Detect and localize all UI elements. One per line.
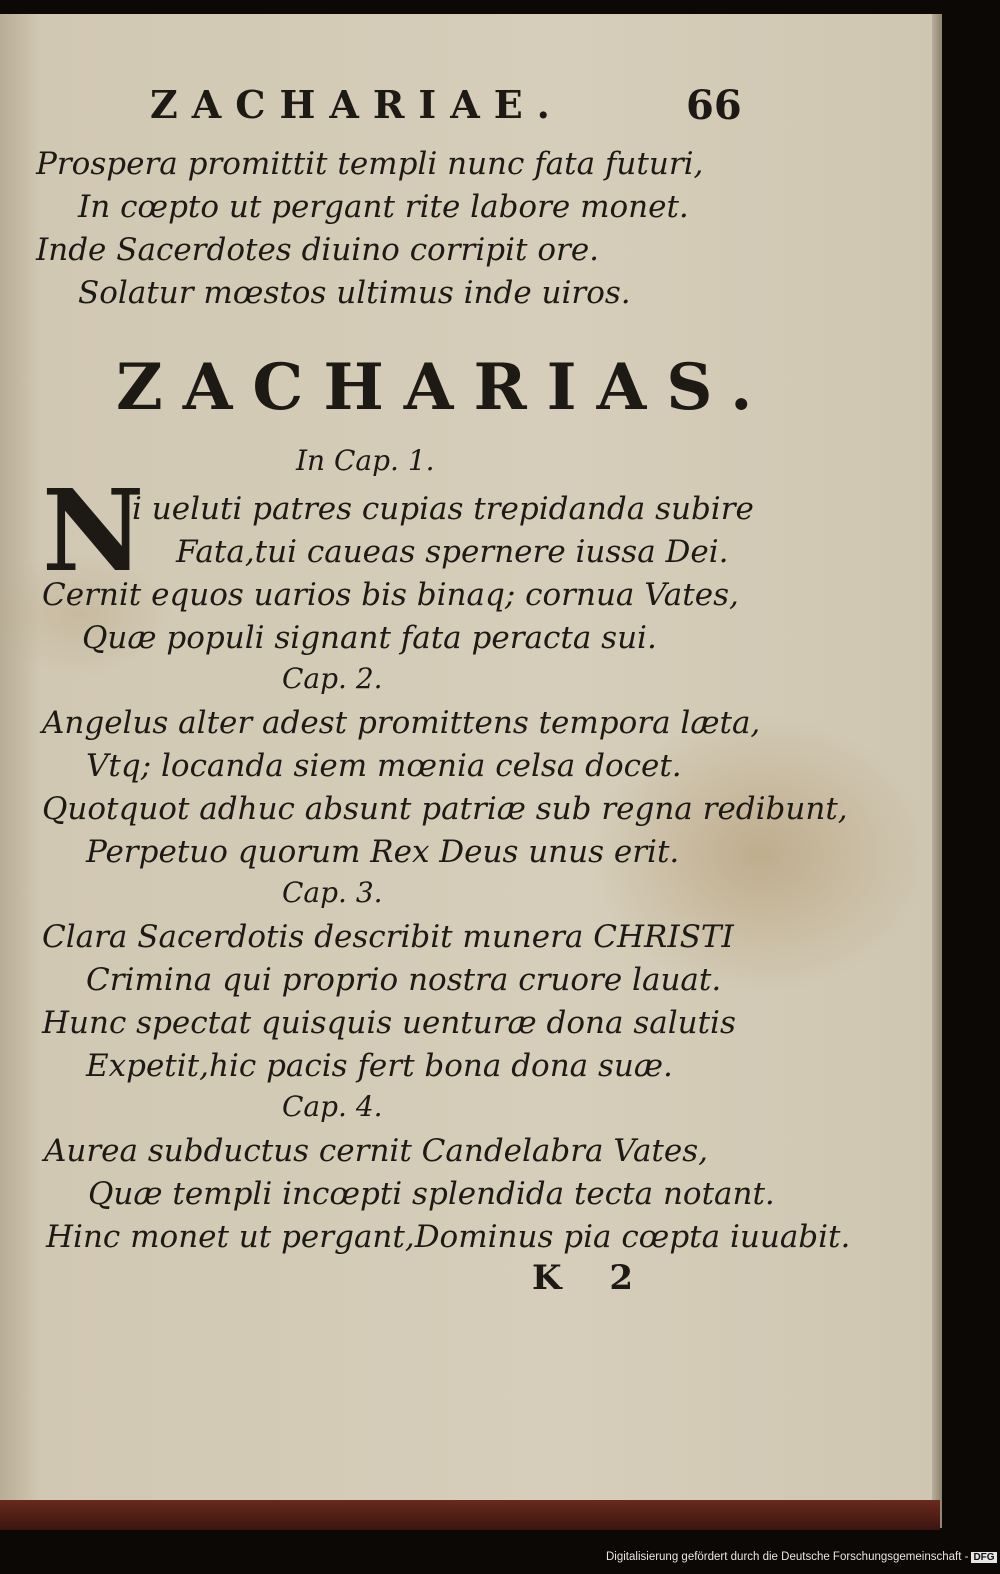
footer-text: Digitalisierung gefördert durch die Deutsche Forschungsgemeinschaft - [606,1551,969,1563]
footer-credit [606,1551,997,1563]
verse-line: Clara Sacerdotis describit munera CHRISTI [42,919,734,955]
verse-line: Hunc spectat quisquis uenturæ dona salutis [42,1005,736,1041]
verse-line: In cœpto ut pergant rite labore monet. [78,189,689,225]
verse-line: Quotquot adhuc absunt patriæ sub regna redibunt, [42,791,848,827]
verse-line: Hinc monet ut pergant,Dominus pia cœpta iuuabit. [46,1219,851,1255]
verse-line: Quæ templi incœpti splendida tecta notant. [88,1176,775,1212]
verse-line: Angelus alter adest promittens tempora læta, [42,705,761,741]
section-title: ZACHARIAS. [116,350,773,425]
verse-line: Expetit,hic pacis fert bona dona suæ. [86,1048,673,1084]
verse-line: i ueluti patres cupias trepidanda subire [132,491,754,527]
verse-line: Crimina qui proprio nostra cruore lauat. [86,962,722,998]
chapter-heading: Cap. 4. [282,1090,383,1123]
book-cover-edge [0,1500,940,1530]
verse-line: Perpetuo quorum Rex Deus unus erit. [86,834,680,870]
verse-line: Fata,tui caueas spernere iussa Dei. [176,534,729,570]
chapter-heading: In Cap. 1. [296,444,435,477]
verse-line: Inde Sacerdotes diuino corripit ore. [36,232,600,268]
chapter-heading: Cap. 3. [282,876,383,909]
drop-cap-letter: N [42,466,145,597]
verse-line: Aurea subductus cernit Candelabra Vates, [44,1133,708,1169]
verse-line: Quæ populi signant fata peracta sui. [82,620,657,656]
page-edge [932,14,942,1528]
page-number: 66 [686,82,742,129]
verse-line: Cernit equos uarios bis binaq; cornua Vates, [42,577,739,613]
running-title: ZACHARIAE. [150,82,564,127]
dfg-logo: DFG [973,1552,995,1563]
chapter-heading: Cap. 2. [282,662,383,695]
signature-mark: K 2 [532,1258,652,1298]
verse-line: Prospera promittit templi nunc fata futuri, [36,146,704,182]
verse-line: Vtq; locanda siem mœnia celsa docet. [86,748,682,784]
verse-line: Solatur mœstos ultimus inde uiros. [78,275,631,311]
